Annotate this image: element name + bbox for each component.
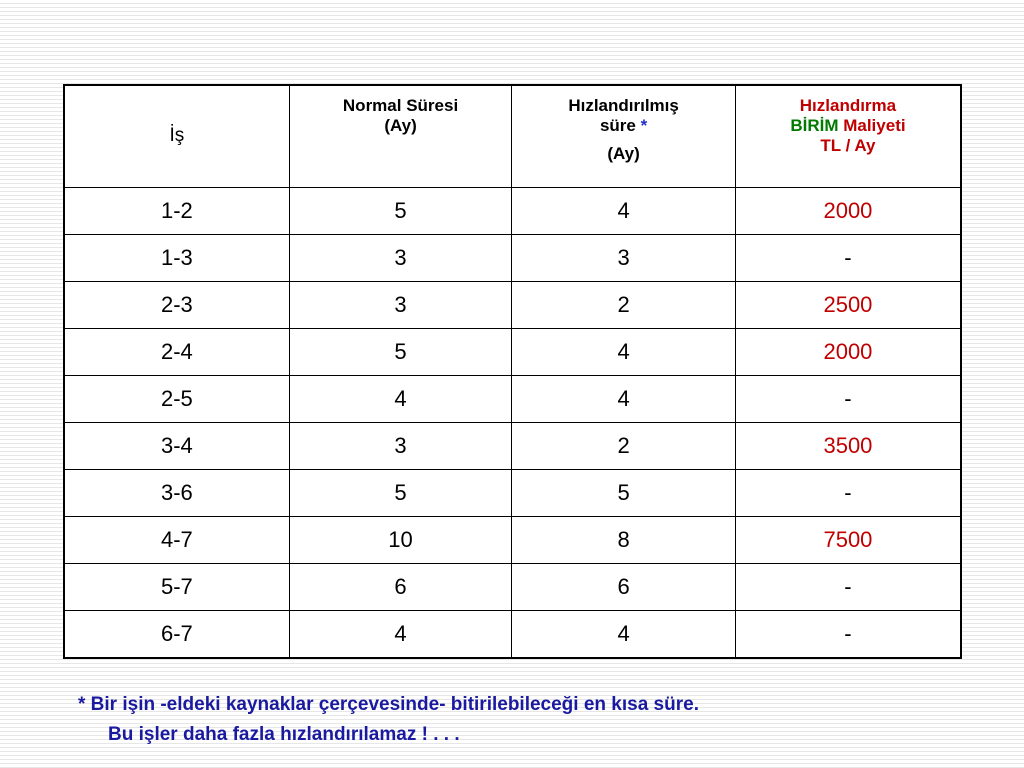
cell-is: 5-7 [64, 563, 289, 610]
cell-cost: 2000 [735, 187, 961, 234]
table-header-row [64, 85, 961, 187]
footnote-line1: * Bir işin -eldeki kaynaklar çerçevesinde- bitirilebileceği en kısa süre. [78, 694, 699, 715]
header-cost-line3: TL / Ay [820, 136, 876, 155]
cell-crash: 3 [512, 234, 736, 281]
cell-normal: 3 [289, 281, 511, 328]
cell-normal: 10 [289, 516, 511, 563]
header-normal-duration [289, 85, 511, 187]
cell-is: 2-5 [64, 375, 289, 422]
cell-cost: - [735, 563, 961, 610]
cell-is: 1-3 [64, 234, 289, 281]
table-row [64, 422, 961, 469]
header-crash-cost [735, 85, 961, 187]
cell-is: 3-6 [64, 469, 289, 516]
header-crash-duration [512, 85, 736, 187]
cell-normal: 3 [289, 422, 511, 469]
table-row [64, 516, 961, 563]
header-cost-line1: Hızlandırma [799, 96, 897, 115]
footnote [78, 690, 699, 750]
cell-is: 3-4 [64, 422, 289, 469]
cell-cost: - [735, 610, 961, 658]
cell-cost: 2000 [735, 328, 961, 375]
header-crash-line1: Hızlandırılmış [568, 96, 679, 115]
header-is-label: İş [169, 125, 185, 147]
cell-crash: 2 [512, 281, 736, 328]
table-row [64, 281, 961, 328]
cell-normal: 5 [289, 328, 511, 375]
header-crash-star: * [640, 116, 648, 135]
cell-crash: 8 [512, 516, 736, 563]
cell-cost: - [735, 375, 961, 422]
table-row [64, 187, 961, 234]
cell-cost: - [735, 469, 961, 516]
activity-table [63, 84, 962, 659]
activity-table-container [63, 84, 962, 659]
header-cost-line2 [736, 116, 960, 136]
cell-crash: 4 [512, 610, 736, 658]
header-normal-line2: (Ay) [384, 116, 417, 135]
cell-normal: 4 [289, 375, 511, 422]
header-is [64, 85, 289, 187]
cell-normal: 4 [289, 610, 511, 658]
header-normal-line1: Normal Süresi [342, 96, 459, 115]
cell-crash: 6 [512, 563, 736, 610]
cell-normal: 5 [289, 469, 511, 516]
table-row [64, 469, 961, 516]
header-crash-line3: (Ay) [607, 144, 640, 163]
header-cost-birim: BİRİM [790, 116, 839, 135]
cell-is: 4-7 [64, 516, 289, 563]
cell-normal: 5 [289, 187, 511, 234]
cell-crash: 5 [512, 469, 736, 516]
cell-cost: 3500 [735, 422, 961, 469]
cell-crash: 2 [512, 422, 736, 469]
cell-crash: 4 [512, 187, 736, 234]
header-crash-line2: süre [599, 116, 636, 135]
cell-crash: 4 [512, 328, 736, 375]
table-row [64, 234, 961, 281]
cell-normal: 6 [289, 563, 511, 610]
cell-cost: - [735, 234, 961, 281]
table-row [64, 610, 961, 658]
header-cost-maliyeti: Maliyeti [843, 116, 906, 135]
header-crash-line2-wrap [512, 116, 735, 136]
cell-is: 6-7 [64, 610, 289, 658]
cell-is: 1-2 [64, 187, 289, 234]
cell-normal: 3 [289, 234, 511, 281]
table-row [64, 563, 961, 610]
table-row [64, 328, 961, 375]
cell-is: 2-3 [64, 281, 289, 328]
footnote-line2: Bu işler daha fazla hızlandırılamaz ! . . . [108, 724, 460, 745]
header-crash-gap [512, 136, 735, 144]
cell-is: 2-4 [64, 328, 289, 375]
table-row [64, 375, 961, 422]
cell-cost: 2500 [735, 281, 961, 328]
cell-crash: 4 [512, 375, 736, 422]
cell-cost: 7500 [735, 516, 961, 563]
